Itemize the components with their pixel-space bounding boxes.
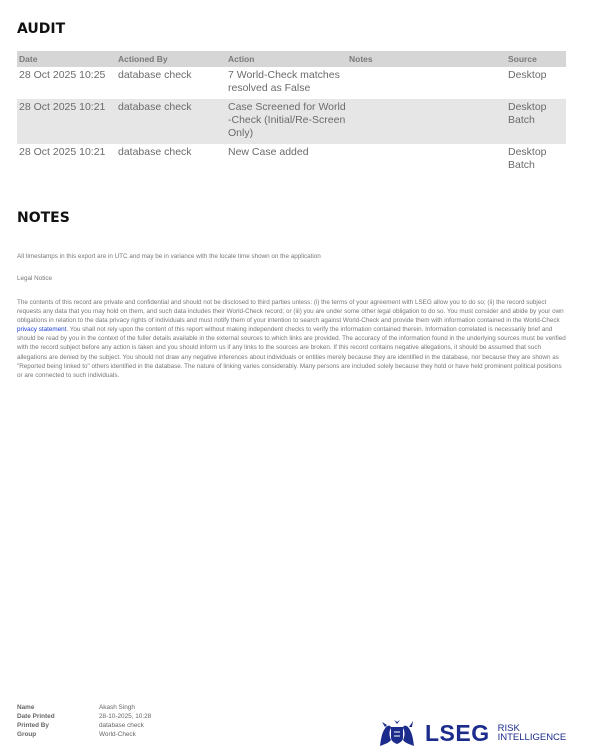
meta-row-printed-by xyxy=(17,721,151,730)
row-action xyxy=(226,67,347,99)
row-source: Desktop Batch xyxy=(508,146,547,171)
audit-header-row xyxy=(17,51,566,67)
column-header-source: Source xyxy=(506,51,566,67)
brand-sub-line-1: RISK xyxy=(497,723,520,734)
notes-title: NOTES xyxy=(17,210,70,226)
row-actioned-by: database check xyxy=(118,69,192,81)
legal-notice-body xyxy=(17,298,567,380)
print-metadata xyxy=(17,703,151,739)
row-action-text: New Case added xyxy=(228,146,309,158)
column-header-date: Date xyxy=(17,51,116,67)
lseg-wordmark: LSEG xyxy=(425,719,490,746)
row-date: 28 Oct 2025 10:25 xyxy=(19,69,106,81)
table-row xyxy=(17,99,566,144)
meta-row-date-printed xyxy=(17,712,151,721)
row-actioned-by: database check xyxy=(118,146,192,158)
meta-label: Group xyxy=(17,731,37,738)
risk-intelligence-label xyxy=(498,724,567,742)
row-action xyxy=(226,144,347,176)
row-action xyxy=(226,99,347,144)
row-notes xyxy=(347,67,506,99)
legal-notice-title: Legal Notice xyxy=(17,275,53,282)
meta-value: database check xyxy=(99,722,144,729)
row-notes xyxy=(347,144,506,176)
meta-label: Printed By xyxy=(17,722,49,729)
column-header-action: Action xyxy=(226,51,347,67)
meta-row-name xyxy=(17,703,151,712)
lion-unicorn-crest-icon xyxy=(377,718,417,748)
meta-label: Date Printed xyxy=(17,713,55,720)
column-header-actioned-by: Actioned By xyxy=(116,51,226,67)
table-row xyxy=(17,67,566,99)
meta-label: Name xyxy=(17,704,35,711)
meta-value: World-Check xyxy=(99,731,136,738)
meta-value: 28-10-2025, 10:28 xyxy=(99,713,152,720)
meta-value: Akash Singh xyxy=(99,704,135,711)
legal-text-part-1: The contents of this record are private and confidential and should not be disclosed to third parties unless: (i) the terms of your agreement with LSEG allow you to do so; (ii) the record subject requests any data that you may hold on them, and such data includes their World-Check record; or (iii) you are under some other legal obligation to do so. You must consider and abide by your own obligations in relation to the data privacy rights of individuals and must notify them of your intention to search against World-Check and provide them with information contained in the World-Check xyxy=(17,299,564,325)
table-row xyxy=(17,144,566,176)
row-date: 28 Oct 2025 10:21 xyxy=(19,146,106,158)
timestamp-note: All timestamps in this export are in UTC and may be in variance with the locale time shown on the application xyxy=(17,253,321,260)
row-source: Desktop Batch xyxy=(506,99,566,144)
brand-sub-line-2: INTELLIGENCE xyxy=(497,732,567,743)
row-actioned-by: database check xyxy=(116,99,226,144)
row-action-text: Case Screened for World-Check (Initial/Re-Screen Only) xyxy=(228,101,346,139)
row-notes xyxy=(347,99,506,144)
privacy-statement-link[interactable]: privacy statement xyxy=(17,326,67,334)
audit-table xyxy=(17,51,566,176)
row-source: Desktop xyxy=(508,69,547,81)
row-action-text: 7 World-Check matches resolved as False xyxy=(228,69,340,94)
lseg-logo xyxy=(377,718,566,748)
audit-title: AUDIT xyxy=(17,21,66,37)
column-header-notes: Notes xyxy=(347,51,506,67)
meta-row-group xyxy=(17,730,151,739)
legal-text-part-2: . You shall not rely upon the content of this report without making independent checks to verify the information contained therein. Information correlated is necessarily brief and should be read by you in the context of the fuller details available in the external sources to which links are provided. The accuracy of the information found in the underlying sources must be verified with the record subject before any action is taken and you should inform us if any links to the sources are broken. If this record contains negative allegations, it should be assumed that such allegations are denied by the subject. You should not draw any negative inferences about individuals or entities merely because they are identified in the database, nor because they are shown as "Reported being linked to" others identified in the database. The nature of linking varies considerably. Many persons are included solely because they hold or have held prominent political positions or are connected to such individuals. xyxy=(17,326,566,379)
row-date: 28 Oct 2025 10:21 xyxy=(17,99,116,144)
